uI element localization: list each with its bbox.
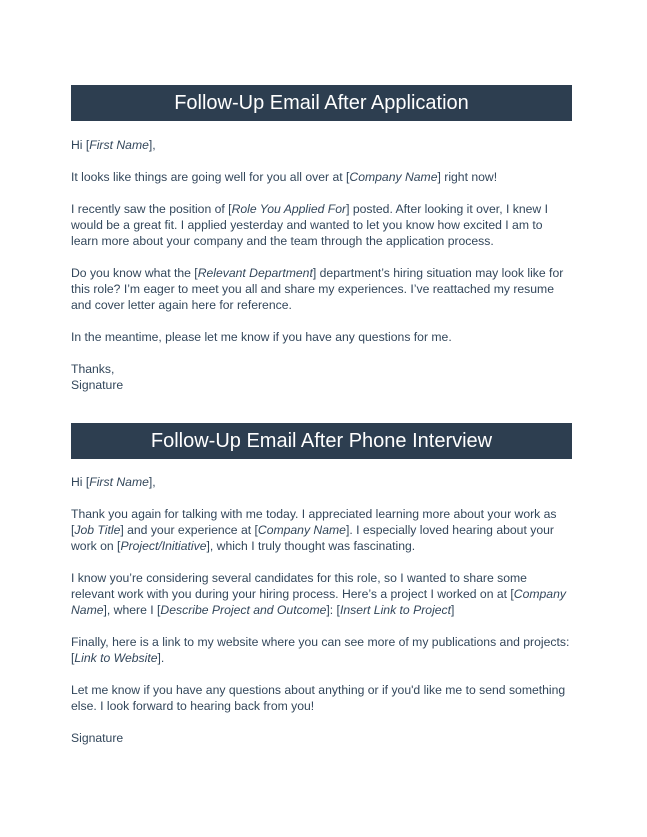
paragraph-2: I recently saw the position of [Role You Applied For] posted. After looking it over, I knew I would be a great fit. I applied yesterday and wanted to let you know how excited I am to learn more about your company and the team through the application process. bbox=[71, 202, 548, 248]
paragraph-1: Thank you again for talking with me today. I appreciated learning more about your work as [Job Title] and your experience at [Company Name]. I especially loved hearing about your work on [Project/Initiative], which I truly thought was fascinating. bbox=[71, 507, 557, 553]
placeholder-first-name: First Name bbox=[89, 475, 149, 489]
placeholder-website-link: Link to Website bbox=[74, 651, 158, 665]
section-header-phone-interview: Follow-Up Email After Phone Interview bbox=[71, 423, 572, 459]
paragraph-4: Let me know if you have any questions about anything or if you'd like me to send something else. I look forward to hearing back from you! bbox=[71, 683, 566, 713]
placeholder-project-link: Insert Link to Project bbox=[339, 603, 452, 617]
email-template-application bbox=[71, 137, 572, 393]
placeholder-role: Role You Applied For bbox=[231, 202, 347, 216]
email-template-phone-interview bbox=[71, 474, 572, 746]
signature: Signature bbox=[71, 378, 124, 392]
section-header-application: Follow-Up Email After Application bbox=[71, 85, 572, 121]
placeholder-company-name: Company Name bbox=[71, 587, 566, 617]
closing: Thanks, bbox=[71, 362, 115, 376]
placeholder-company-name: Company Name bbox=[349, 170, 438, 184]
placeholder-project: Project/Initiative bbox=[120, 539, 207, 553]
paragraph-3: Do you know what the [Relevant Department] department’s hiring situation may look like for this role? I’m eager to meet you all and share my experiences. I’ve reattached my resume and cover letter again here for reference. bbox=[71, 266, 564, 312]
paragraph-2: I know you’re considering several candidates for this role, so I wanted to share some relevant work with you during your hiring process. Here’s a project I worked on at [Company Name], where I [Describe Project and Outcome]: [Insert Link to Project] bbox=[71, 571, 566, 617]
paragraph-4: In the meantime, please let me know if you have any questions for me. bbox=[71, 330, 452, 344]
greeting: Hi [First Name], bbox=[71, 138, 156, 152]
placeholder-job-title: Job Title bbox=[74, 523, 121, 537]
paragraph-3: Finally, here is a link to my website where you can see more of my publications and projects: [Link to Website]. bbox=[71, 635, 570, 665]
placeholder-first-name: First Name bbox=[89, 138, 149, 152]
placeholder-describe-project: Describe Project and Outcome bbox=[160, 603, 327, 617]
placeholder-company-name: Company Name bbox=[257, 523, 346, 537]
signature: Signature bbox=[71, 731, 124, 745]
paragraph-1: It looks like things are going well for you all over at [Company Name] right now! bbox=[71, 170, 498, 184]
placeholder-department: Relevant Department bbox=[197, 266, 313, 280]
greeting: Hi [First Name], bbox=[71, 475, 156, 489]
